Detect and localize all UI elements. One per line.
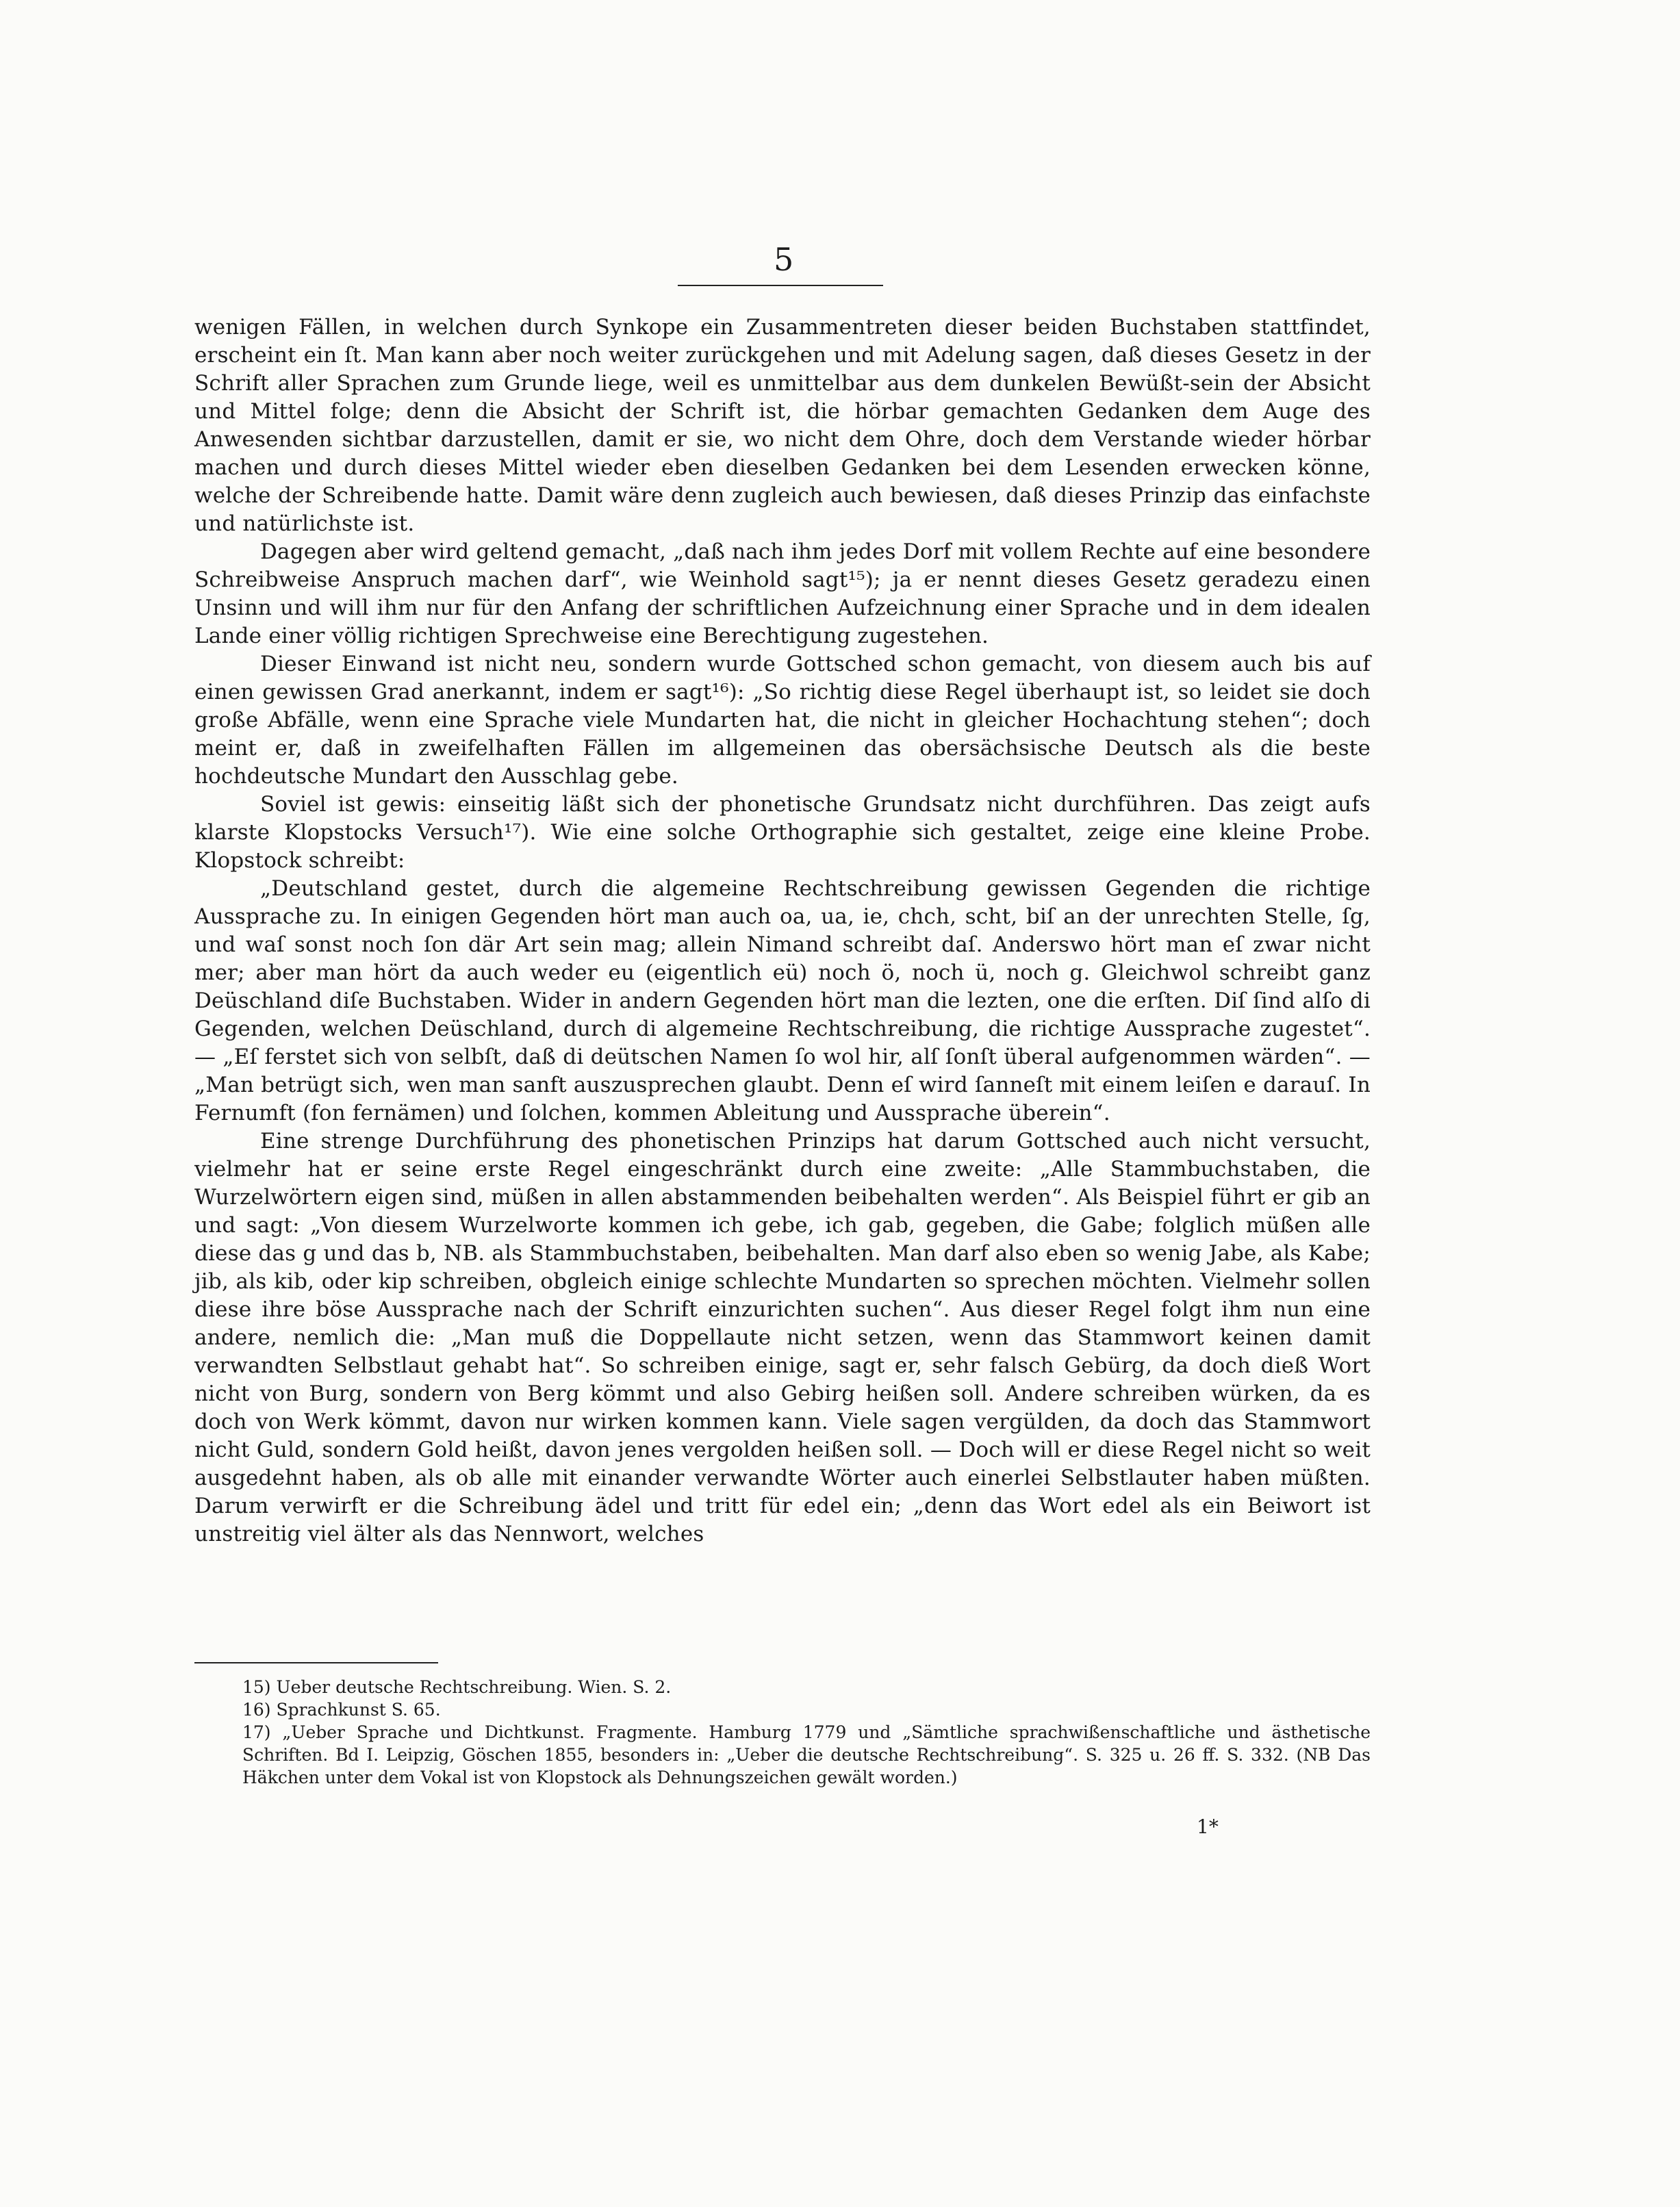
footnotes — [194, 1676, 1371, 1789]
paragraph-4: Soviel ist gewis: einseitig läßt sich der phonetische Grundsatz nicht durchführen. Das zeigt aufs klarste Klopstocks Versuch¹⁷). Wie eine solche Orthographie sich gestaltet, zeige eine kleine Probe. Klopstock schreibt: — [194, 792, 1371, 873]
paragraph-6: Eine strenge Durchführung des phonetischen Prinzips hat darum Gottsched auch nicht versucht, vielmehr hat er seine erste Regel eingeschränkt durch eine zweite: „Alle Stammbuchstaben, die Wurzelwörtern eigen sind, müßen in allen abstammenden beibehalten werden“. Als Beispiel führt er gib an und sagt: „Von diesem Wurzelworte kommen ich gebe, ich gab, gegeben, die Gabe; folglich müßen alle diese das g und das b, NB. als Stammbuchstaben, beibehalten. Man darf also eben so wenig Jabe, als Kabe; jib, als kib, oder kip schreiben, obgleich einige schlechte Mundarten so sprechen möchten. Vielmehr sollen diese ihre böse Aussprache nach der Schrift einzurichten suchen“. Aus dieser Regel folgt ihm nun eine andere, nemlich die: „Man muß die Doppellaute nicht setzen, wenn das Stammwort keinen damit verwandten Selbstlaut gehabt hat“. So schreiben einige, sagt er, sehr falsch Gebürg, da doch dieß Wort nicht von Burg, sondern von Berg kömmt und also Gebirg heißen soll. Andere schreiben würken, da es doch von Werk kömmt, davon nur wirken kommen kann. Viele sagen vergülden, da doch das Stammwort nicht Guld, sondern Gold heißt, davon jenes vergolden heißen soll. — Doch will er diese Regel nicht so weit ausgedehnt haben, als ob alle mit einander verwandte Wörter auch einerlei Selbstlauter haben müßten. Darum verwirft er die Schreibung ädel und tritt für edel ein; „denn das Wort edel als ein Beiwort ist unstreitig viel älter als das Nennwort, welches — [194, 1129, 1371, 1546]
signature-mark: 1* — [1197, 1815, 1219, 1838]
footnote-16: 16) Sprachkunst S. 65. — [242, 1700, 441, 1720]
page-number: 5 — [774, 241, 794, 278]
header-rule — [678, 285, 883, 286]
footnote-15: 15) Ueber deutsche Rechtschreibung. Wien. S. 2. — [242, 1677, 672, 1697]
body-text — [194, 314, 1371, 1548]
paragraph-quote-klopstock: „Deutschland gestet, durch die algemeine Rechtschreibung gewissen Gegenden die richtige Aussprache zu. In einigen Gegenden hört man auch oa, ua, ie, chch, scht, biſ an der unrechten Stelle, ſg, und waſ sonst noch ſon där Art sein mag; allein Nimand schreibt daſ. Anderswo hört man eſ zwar nicht mer; aber man hört da auch weder eu (eigentlich eü) noch ö, noch ü, noch g. Gleichwol schreibt ganz Deüschland diſe Buchstaben. Wider in andern Gegenden hört man die lezten, one die erſten. Diſ ſind alſo di Gegenden, welchen Deüschland, durch di algemeine Rechtschreibung, die richtige Aussprache zugestet“. — „Eſ ferstet sich von selbſt, daß di deütschen Namen ſo wol hir, alſ ſonſt überal aufgenommen wärden“. — „Man betrügt sich, wen man sanft auszusprechen glaubt. Denn eſ wird ſanneſt mit einem leiſen e darauſ. In Fernumft (fon fernämen) und ſolchen, kommen Ableitung und Aussprache überein“. — [194, 876, 1371, 1125]
paragraph-3: Dieser Einwand ist nicht neu, sondern wurde Gottsched schon gemacht, von diesem auch bis auf einen gewissen Grad anerkannt, indem er sagt¹⁶): „So richtig diese Regel überhaupt ist, so leidet sie doch große Abfälle, wenn eine Sprache viele Mundarten hat, die nicht in gleicher Hochachtung stehen“; doch meint er, daß in zweifelhaften Fällen im allgemeinen das obersächsische Deutsch als die beste hochdeutsche Mundart den Ausschlag gebe. — [194, 652, 1371, 789]
paragraph-2: Dagegen aber wird geltend gemacht, „daß nach ihm jedes Dorf mit vollem Rechte auf eine besondere Schreibweise Anspruch machen darf“, wie Weinhold sagt¹⁵); ja er nennt dieses Gesetz geradezu einen Unsinn und will ihm nur für den Anfang der schriftlichen Aufzeichnung einer Sprache und in dem idealen Lande einer völlig richtigen Sprechweise eine Berechtigung zugestehen. — [194, 539, 1371, 648]
footnote-rule — [194, 1662, 438, 1663]
footnote-17: 17) „Ueber Sprache und Dichtkunst. Fragmente. Hamburg 1779 und „Sämtliche sprachwißenschaftliche und ästhetische Schriften. Bd I. Leipzig, Göschen 1855, besonders in: „Ueber die deutsche Rechtschreibung“. S. 325 u. 26 ff. S. 332. (NB Das Häkchen unter dem Vokal ist von Klopstock als Dehnungszeichen gewält worden.) — [242, 1722, 1371, 1787]
paragraph-1: wenigen Fällen, in welchen durch Synkope ein Zusammentreten dieser beiden Buchstaben stattfindet, erscheint ein ſt. Man kann aber noch weiter zurückgehen und mit Adelung sagen, daß dieses Gesetz in der Schrift aller Sprachen zum Grunde liege, weil es unmittelbar aus dem dunkelen Bewüßt-sein der Absicht und Mittel folge; denn die Absicht der Schrift ist, die hörbar gemachten Gedanken dem Auge des Anwesenden sichtbar darzustellen, damit er sie, wo nicht dem Ohre, doch dem Verstande wieder hörbar machen und durch dieses Mittel wieder eben dieselben Gedanken bei dem Lesenden erwecken könne, welche der Schreibende hatte. Damit wäre denn zugleich auch bewiesen, daß dieses Prinzip das einfachste und natürlichste ist. — [194, 315, 1371, 536]
